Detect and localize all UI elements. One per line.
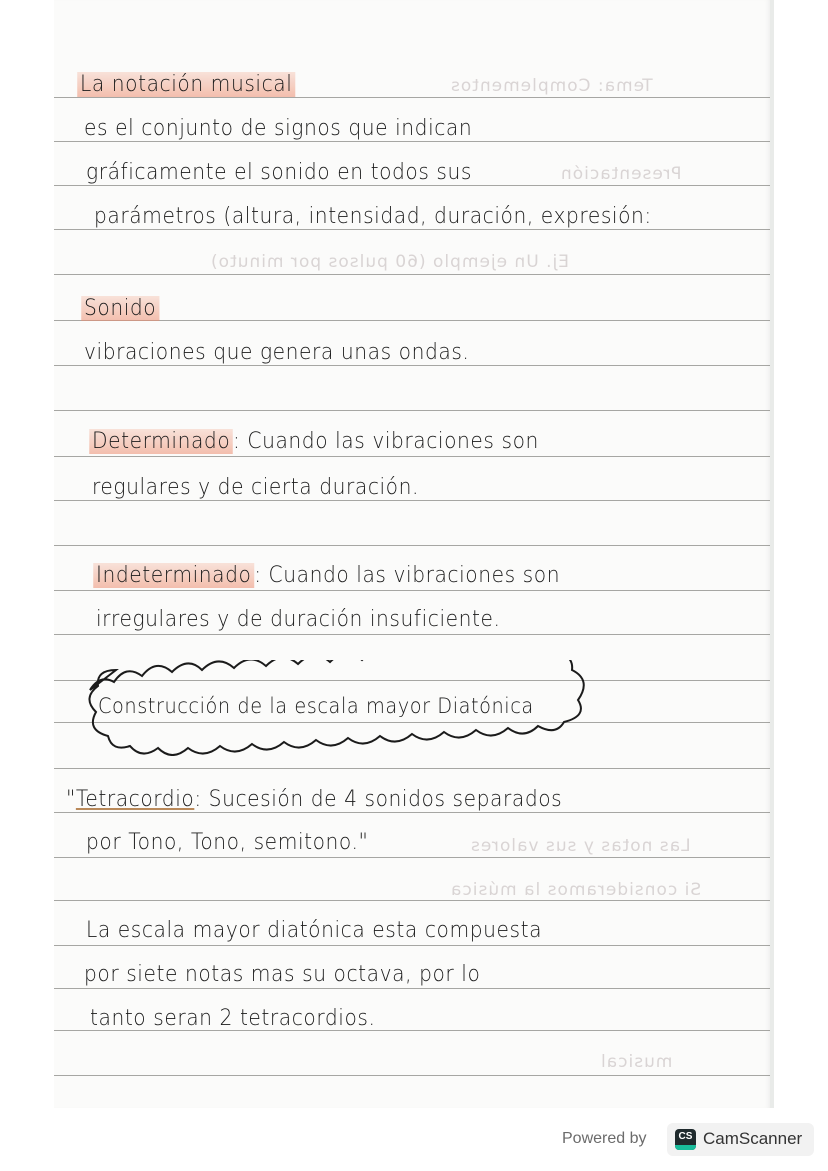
powered-by-label: Powered by xyxy=(562,1130,647,1147)
ruled-line xyxy=(54,900,770,901)
bleed-through-text: musical xyxy=(600,1052,673,1072)
paragraph-line: gráficamente el sonido en todos sus xyxy=(86,160,473,185)
term-definition: : Sucesión de 4 sonidos separados xyxy=(194,787,563,812)
bleed-through-text: Tema: Complementos xyxy=(450,76,653,96)
ruled-line xyxy=(54,945,770,946)
ruled-line xyxy=(54,590,770,591)
paragraph-line: parámetros (altura, intensidad, duración, expresión: xyxy=(94,204,652,229)
term-definition: : Cuando las vibraciones son xyxy=(233,429,539,454)
ruled-line xyxy=(54,320,770,321)
ruled-line xyxy=(54,274,770,275)
term-label: Determinado xyxy=(89,429,233,454)
highlighted-heading: La notación musical xyxy=(77,72,295,97)
camscanner-badge[interactable] xyxy=(667,1123,814,1156)
paragraph-line: por Tono, Tono, semitono." xyxy=(86,830,369,855)
heading-notacion-musical xyxy=(80,72,295,97)
paragraph-line: tanto seran 2 tetracordios. xyxy=(90,1006,376,1031)
camscanner-brand-name: CamScanner xyxy=(703,1129,803,1148)
term-definition: : Cuando las vibraciones son xyxy=(254,563,561,588)
ruled-line xyxy=(54,97,770,98)
paragraph-line: es el conjunto de signos que indican xyxy=(84,116,473,141)
ruled-line xyxy=(54,365,770,366)
term-indeterminado xyxy=(96,563,560,588)
highlighted-heading: Sonido xyxy=(81,296,159,321)
term-label: Tetracordio xyxy=(75,787,195,812)
ruled-line xyxy=(54,988,770,989)
ruled-line xyxy=(54,410,770,411)
ruled-line xyxy=(54,185,770,186)
ruled-line xyxy=(54,812,770,813)
bleed-through-text: Presentación xyxy=(560,164,682,184)
ruled-line xyxy=(54,141,770,142)
quote-mark: " xyxy=(66,787,76,812)
paragraph-line: por siete notas mas su octava, por lo xyxy=(84,962,481,987)
ruled-line xyxy=(54,857,770,858)
term-tetracordio xyxy=(66,787,562,812)
paragraph-line: La escala mayor diatónica esta compuesta xyxy=(86,918,543,943)
page-edge xyxy=(770,0,774,1108)
term-determinado xyxy=(92,429,539,454)
bleed-through-text: Las notas y sus valores xyxy=(470,836,691,856)
paragraph-line: regulares y de cierta duración. xyxy=(92,475,419,500)
ruled-line xyxy=(54,500,770,501)
heading-sonido xyxy=(84,296,159,321)
camscanner-logo-icon: CS xyxy=(675,1129,696,1150)
ruled-line xyxy=(54,545,770,546)
paragraph-line: vibraciones que genera unas ondas. xyxy=(84,340,470,365)
ruled-line xyxy=(54,768,770,769)
paragraph-line: irregulares y de duración insuficiente. xyxy=(96,607,501,632)
ruled-line xyxy=(54,1075,770,1076)
bleed-through-text: Si consideramos la música xyxy=(450,880,702,900)
ruled-line xyxy=(54,634,770,635)
term-label: Indeterminado xyxy=(93,563,254,588)
ruled-line xyxy=(54,229,770,230)
bleed-through-text: Ej. Un ejemplo (60 pulsos por minuto) xyxy=(210,252,570,272)
ruled-line xyxy=(54,456,770,457)
cloud-title: Construcción de la escala mayor Diatónica xyxy=(98,694,534,718)
